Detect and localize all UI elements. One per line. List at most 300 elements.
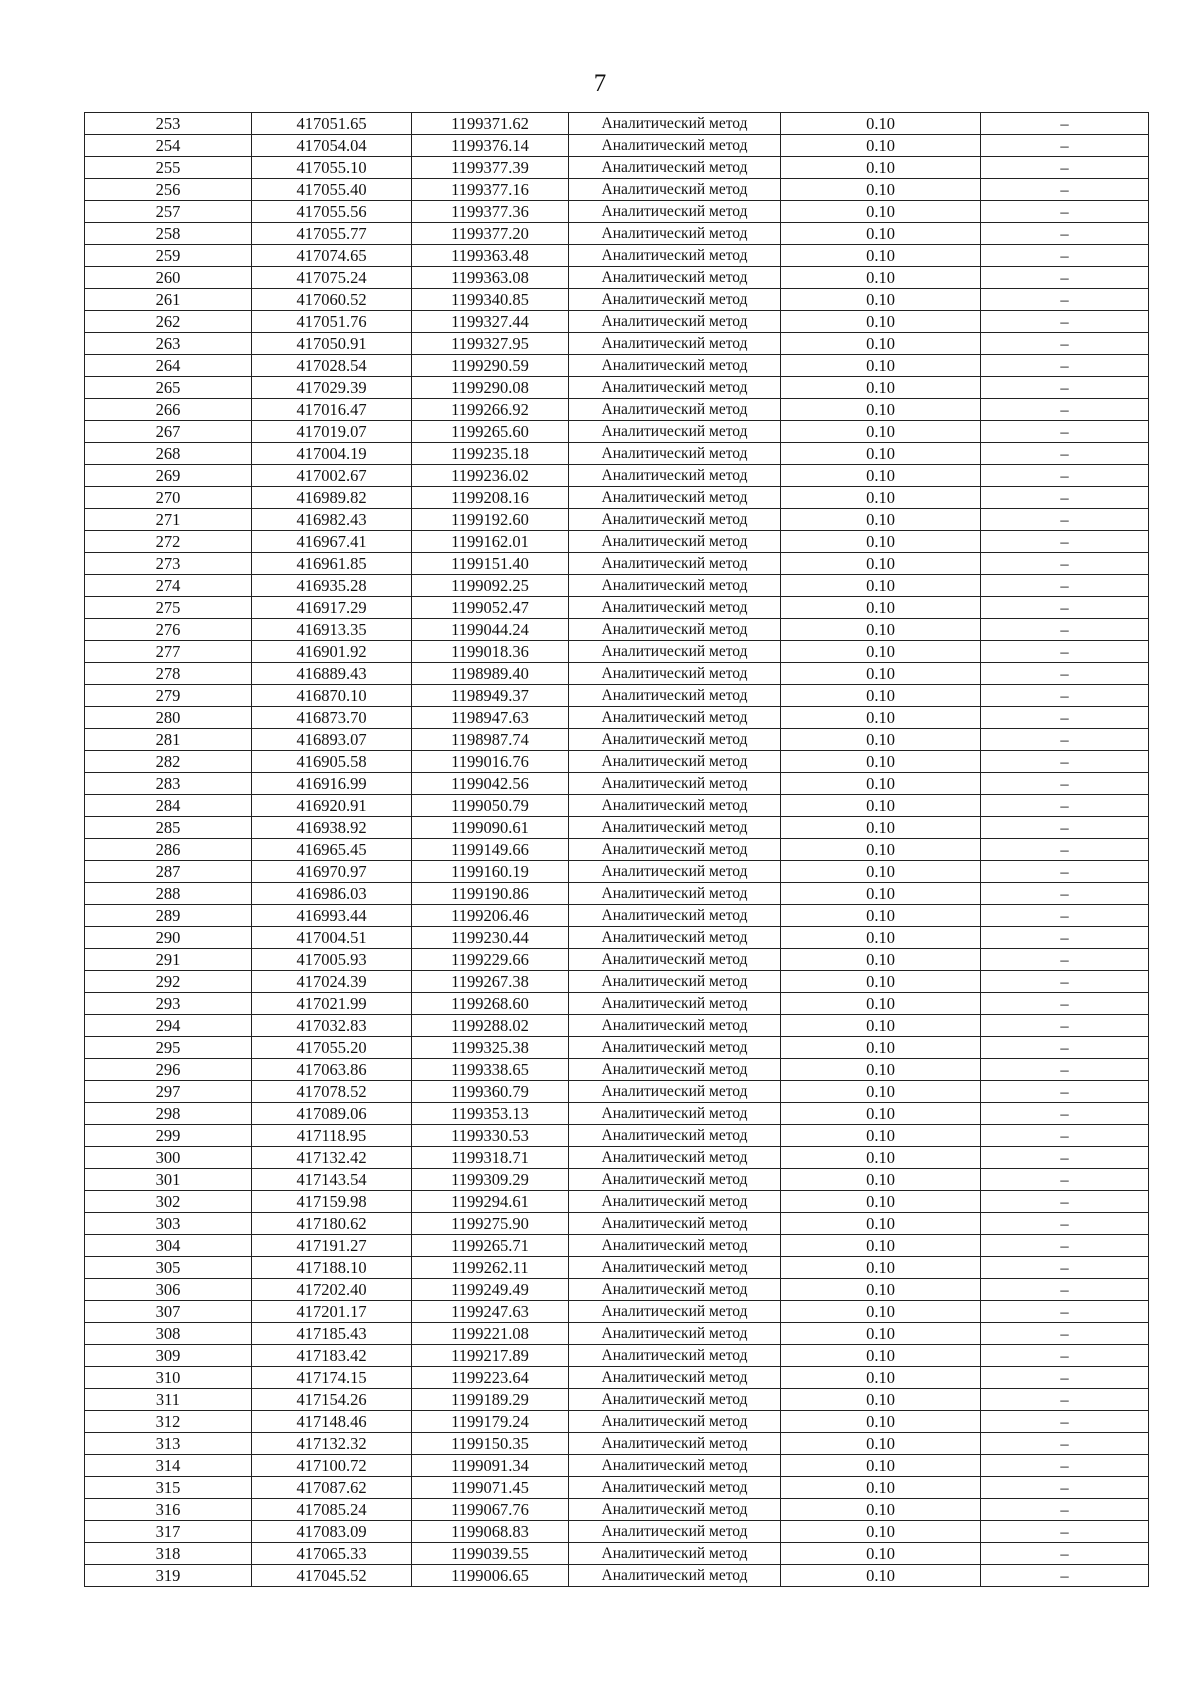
point-number-cell: 304 xyxy=(85,1235,252,1257)
method-cell: Аналитический метод xyxy=(569,355,781,377)
table-row xyxy=(85,597,1149,619)
table-row xyxy=(85,1169,1149,1191)
note-cell: – xyxy=(981,1037,1149,1059)
accuracy-cell: 0.10 xyxy=(781,1411,981,1433)
point-number-cell: 311 xyxy=(85,1389,252,1411)
y-coordinate-cell: 1199340.85 xyxy=(412,289,569,311)
y-coordinate-cell: 1199235.18 xyxy=(412,443,569,465)
y-coordinate-cell: 1199223.64 xyxy=(412,1367,569,1389)
x-coordinate-cell: 416917.29 xyxy=(252,597,412,619)
x-coordinate-cell: 417075.24 xyxy=(252,267,412,289)
y-coordinate-cell: 1199249.49 xyxy=(412,1279,569,1301)
y-coordinate-cell: 1199363.08 xyxy=(412,267,569,289)
method-cell: Аналитический метод xyxy=(569,1169,781,1191)
method-cell: Аналитический метод xyxy=(569,399,781,421)
accuracy-cell: 0.10 xyxy=(781,1367,981,1389)
point-number-cell: 290 xyxy=(85,927,252,949)
method-cell: Аналитический метод xyxy=(569,531,781,553)
point-number-cell: 314 xyxy=(85,1455,252,1477)
table-row xyxy=(85,267,1149,289)
accuracy-cell: 0.10 xyxy=(781,421,981,443)
table-row xyxy=(85,421,1149,443)
method-cell: Аналитический метод xyxy=(569,883,781,905)
y-coordinate-cell: 1199052.47 xyxy=(412,597,569,619)
note-cell: – xyxy=(981,861,1149,883)
accuracy-cell: 0.10 xyxy=(781,1015,981,1037)
y-coordinate-cell: 1199363.48 xyxy=(412,245,569,267)
point-number-cell: 289 xyxy=(85,905,252,927)
x-coordinate-cell: 417118.95 xyxy=(252,1125,412,1147)
method-cell: Аналитический метод xyxy=(569,1103,781,1125)
coordinates-table-body xyxy=(85,113,1149,1587)
note-cell: – xyxy=(981,113,1149,135)
x-coordinate-cell: 416916.99 xyxy=(252,773,412,795)
note-cell: – xyxy=(981,971,1149,993)
x-coordinate-cell: 417054.04 xyxy=(252,135,412,157)
y-coordinate-cell: 1199330.53 xyxy=(412,1125,569,1147)
x-coordinate-cell: 417074.65 xyxy=(252,245,412,267)
table-row xyxy=(85,971,1149,993)
y-coordinate-cell: 1199318.71 xyxy=(412,1147,569,1169)
note-cell: – xyxy=(981,1323,1149,1345)
note-cell: – xyxy=(981,1411,1149,1433)
table-row xyxy=(85,135,1149,157)
method-cell: Аналитический метод xyxy=(569,597,781,619)
x-coordinate-cell: 417021.99 xyxy=(252,993,412,1015)
note-cell: – xyxy=(981,245,1149,267)
note-cell: – xyxy=(981,905,1149,927)
point-number-cell: 291 xyxy=(85,949,252,971)
note-cell: – xyxy=(981,377,1149,399)
note-cell: – xyxy=(981,1103,1149,1125)
method-cell: Аналитический метод xyxy=(569,443,781,465)
y-coordinate-cell: 1199247.63 xyxy=(412,1301,569,1323)
accuracy-cell: 0.10 xyxy=(781,1455,981,1477)
y-coordinate-cell: 1199262.11 xyxy=(412,1257,569,1279)
note-cell: – xyxy=(981,707,1149,729)
method-cell: Аналитический метод xyxy=(569,487,781,509)
table-row xyxy=(85,1411,1149,1433)
y-coordinate-cell: 1199290.08 xyxy=(412,377,569,399)
accuracy-cell: 0.10 xyxy=(781,399,981,421)
note-cell: – xyxy=(981,1477,1149,1499)
point-number-cell: 308 xyxy=(85,1323,252,1345)
accuracy-cell: 0.10 xyxy=(781,575,981,597)
table-row xyxy=(85,1345,1149,1367)
y-coordinate-cell: 1199018.36 xyxy=(412,641,569,663)
x-coordinate-cell: 417132.32 xyxy=(252,1433,412,1455)
accuracy-cell: 0.10 xyxy=(781,1499,981,1521)
note-cell: – xyxy=(981,1191,1149,1213)
point-number-cell: 273 xyxy=(85,553,252,575)
y-coordinate-cell: 1198989.40 xyxy=(412,663,569,685)
method-cell: Аналитический метод xyxy=(569,971,781,993)
table-row xyxy=(85,773,1149,795)
point-number-cell: 274 xyxy=(85,575,252,597)
table-row xyxy=(85,443,1149,465)
x-coordinate-cell: 417028.54 xyxy=(252,355,412,377)
note-cell: – xyxy=(981,267,1149,289)
x-coordinate-cell: 416935.28 xyxy=(252,575,412,597)
note-cell: – xyxy=(981,795,1149,817)
y-coordinate-cell: 1199067.76 xyxy=(412,1499,569,1521)
table-row xyxy=(85,113,1149,135)
point-number-cell: 300 xyxy=(85,1147,252,1169)
accuracy-cell: 0.10 xyxy=(781,377,981,399)
point-number-cell: 262 xyxy=(85,311,252,333)
note-cell: – xyxy=(981,399,1149,421)
note-cell: – xyxy=(981,883,1149,905)
x-coordinate-cell: 416920.91 xyxy=(252,795,412,817)
accuracy-cell: 0.10 xyxy=(781,641,981,663)
point-number-cell: 263 xyxy=(85,333,252,355)
method-cell: Аналитический метод xyxy=(569,575,781,597)
table-row xyxy=(85,1103,1149,1125)
accuracy-cell: 0.10 xyxy=(781,839,981,861)
accuracy-cell: 0.10 xyxy=(781,1213,981,1235)
method-cell: Аналитический метод xyxy=(569,1015,781,1037)
point-number-cell: 271 xyxy=(85,509,252,531)
x-coordinate-cell: 417055.56 xyxy=(252,201,412,223)
table-row xyxy=(85,223,1149,245)
point-number-cell: 259 xyxy=(85,245,252,267)
y-coordinate-cell: 1199151.40 xyxy=(412,553,569,575)
table-row xyxy=(85,1543,1149,1565)
accuracy-cell: 0.10 xyxy=(781,729,981,751)
table-row xyxy=(85,1301,1149,1323)
y-coordinate-cell: 1199091.34 xyxy=(412,1455,569,1477)
accuracy-cell: 0.10 xyxy=(781,1147,981,1169)
note-cell: – xyxy=(981,553,1149,575)
method-cell: Аналитический метод xyxy=(569,1125,781,1147)
x-coordinate-cell: 417154.26 xyxy=(252,1389,412,1411)
x-coordinate-cell: 417143.54 xyxy=(252,1169,412,1191)
method-cell: Аналитический метод xyxy=(569,1235,781,1257)
x-coordinate-cell: 417055.10 xyxy=(252,157,412,179)
accuracy-cell: 0.10 xyxy=(781,223,981,245)
note-cell: – xyxy=(981,1169,1149,1191)
method-cell: Аналитический метод xyxy=(569,1191,781,1213)
accuracy-cell: 0.10 xyxy=(781,1235,981,1257)
y-coordinate-cell: 1199377.16 xyxy=(412,179,569,201)
accuracy-cell: 0.10 xyxy=(781,311,981,333)
note-cell: – xyxy=(981,1433,1149,1455)
y-coordinate-cell: 1199090.61 xyxy=(412,817,569,839)
y-coordinate-cell: 1199160.19 xyxy=(412,861,569,883)
x-coordinate-cell: 417055.40 xyxy=(252,179,412,201)
y-coordinate-cell: 1199290.59 xyxy=(412,355,569,377)
y-coordinate-cell: 1199288.02 xyxy=(412,1015,569,1037)
accuracy-cell: 0.10 xyxy=(781,201,981,223)
table-row xyxy=(85,531,1149,553)
x-coordinate-cell: 417016.47 xyxy=(252,399,412,421)
x-coordinate-cell: 417201.17 xyxy=(252,1301,412,1323)
table-row xyxy=(85,1565,1149,1587)
point-number-cell: 278 xyxy=(85,663,252,685)
point-number-cell: 257 xyxy=(85,201,252,223)
table-row xyxy=(85,1213,1149,1235)
method-cell: Аналитический метод xyxy=(569,1279,781,1301)
accuracy-cell: 0.10 xyxy=(781,553,981,575)
accuracy-cell: 0.10 xyxy=(781,1037,981,1059)
note-cell: – xyxy=(981,465,1149,487)
method-cell: Аналитический метод xyxy=(569,1301,781,1323)
method-cell: Аналитический метод xyxy=(569,1433,781,1455)
y-coordinate-cell: 1199016.76 xyxy=(412,751,569,773)
table-row xyxy=(85,1037,1149,1059)
method-cell: Аналитический метод xyxy=(569,1521,781,1543)
point-number-cell: 283 xyxy=(85,773,252,795)
y-coordinate-cell: 1199044.24 xyxy=(412,619,569,641)
point-number-cell: 268 xyxy=(85,443,252,465)
y-coordinate-cell: 1199360.79 xyxy=(412,1081,569,1103)
x-coordinate-cell: 417051.65 xyxy=(252,113,412,135)
table-row xyxy=(85,663,1149,685)
table-row xyxy=(85,289,1149,311)
note-cell: – xyxy=(981,1125,1149,1147)
table-row xyxy=(85,1125,1149,1147)
table-row xyxy=(85,707,1149,729)
note-cell: – xyxy=(981,157,1149,179)
accuracy-cell: 0.10 xyxy=(781,113,981,135)
x-coordinate-cell: 416938.92 xyxy=(252,817,412,839)
x-coordinate-cell: 417078.52 xyxy=(252,1081,412,1103)
accuracy-cell: 0.10 xyxy=(781,1125,981,1147)
method-cell: Аналитический метод xyxy=(569,1477,781,1499)
note-cell: – xyxy=(981,1015,1149,1037)
x-coordinate-cell: 417050.91 xyxy=(252,333,412,355)
y-coordinate-cell: 1199189.29 xyxy=(412,1389,569,1411)
accuracy-cell: 0.10 xyxy=(781,1345,981,1367)
table-row xyxy=(85,465,1149,487)
point-number-cell: 287 xyxy=(85,861,252,883)
accuracy-cell: 0.10 xyxy=(781,355,981,377)
note-cell: – xyxy=(981,1279,1149,1301)
method-cell: Аналитический метод xyxy=(569,685,781,707)
x-coordinate-cell: 417159.98 xyxy=(252,1191,412,1213)
note-cell: – xyxy=(981,135,1149,157)
note-cell: – xyxy=(981,817,1149,839)
x-coordinate-cell: 417087.62 xyxy=(252,1477,412,1499)
table-row xyxy=(85,1455,1149,1477)
accuracy-cell: 0.10 xyxy=(781,179,981,201)
note-cell: – xyxy=(981,1235,1149,1257)
method-cell: Аналитический метод xyxy=(569,707,781,729)
y-coordinate-cell: 1199068.83 xyxy=(412,1521,569,1543)
y-coordinate-cell: 1199377.36 xyxy=(412,201,569,223)
x-coordinate-cell: 416982.43 xyxy=(252,509,412,531)
note-cell: – xyxy=(981,1521,1149,1543)
method-cell: Аналитический метод xyxy=(569,289,781,311)
y-coordinate-cell: 1199325.38 xyxy=(412,1037,569,1059)
y-coordinate-cell: 1199327.95 xyxy=(412,333,569,355)
table-row xyxy=(85,157,1149,179)
accuracy-cell: 0.10 xyxy=(781,905,981,927)
y-coordinate-cell: 1199221.08 xyxy=(412,1323,569,1345)
y-coordinate-cell: 1199265.71 xyxy=(412,1235,569,1257)
accuracy-cell: 0.10 xyxy=(781,1301,981,1323)
y-coordinate-cell: 1199192.60 xyxy=(412,509,569,531)
point-number-cell: 306 xyxy=(85,1279,252,1301)
table-row xyxy=(85,1477,1149,1499)
table-row xyxy=(85,201,1149,223)
point-number-cell: 294 xyxy=(85,1015,252,1037)
method-cell: Аналитический метод xyxy=(569,1345,781,1367)
table-row xyxy=(85,839,1149,861)
accuracy-cell: 0.10 xyxy=(781,1477,981,1499)
accuracy-cell: 0.10 xyxy=(781,685,981,707)
method-cell: Аналитический метод xyxy=(569,179,781,201)
method-cell: Аналитический метод xyxy=(569,377,781,399)
accuracy-cell: 0.10 xyxy=(781,993,981,1015)
method-cell: Аналитический метод xyxy=(569,729,781,751)
table-row xyxy=(85,1367,1149,1389)
note-cell: – xyxy=(981,443,1149,465)
method-cell: Аналитический метод xyxy=(569,1565,781,1587)
table-row xyxy=(85,333,1149,355)
point-number-cell: 316 xyxy=(85,1499,252,1521)
method-cell: Аналитический метод xyxy=(569,1037,781,1059)
method-cell: Аналитический метод xyxy=(569,1367,781,1389)
point-number-cell: 298 xyxy=(85,1103,252,1125)
y-coordinate-cell: 1198987.74 xyxy=(412,729,569,751)
table-row xyxy=(85,817,1149,839)
table-row xyxy=(85,245,1149,267)
note-cell: – xyxy=(981,355,1149,377)
x-coordinate-cell: 417032.83 xyxy=(252,1015,412,1037)
note-cell: – xyxy=(981,531,1149,553)
point-number-cell: 275 xyxy=(85,597,252,619)
point-number-cell: 260 xyxy=(85,267,252,289)
note-cell: – xyxy=(981,685,1149,707)
y-coordinate-cell: 1199217.89 xyxy=(412,1345,569,1367)
table-row xyxy=(85,509,1149,531)
accuracy-cell: 0.10 xyxy=(781,1433,981,1455)
method-cell: Аналитический метод xyxy=(569,993,781,1015)
x-coordinate-cell: 416965.45 xyxy=(252,839,412,861)
y-coordinate-cell: 1198947.63 xyxy=(412,707,569,729)
point-number-cell: 264 xyxy=(85,355,252,377)
note-cell: – xyxy=(981,663,1149,685)
table-row xyxy=(85,1521,1149,1543)
method-cell: Аналитический метод xyxy=(569,619,781,641)
x-coordinate-cell: 417083.09 xyxy=(252,1521,412,1543)
accuracy-cell: 0.10 xyxy=(781,1521,981,1543)
accuracy-cell: 0.10 xyxy=(781,795,981,817)
method-cell: Аналитический метод xyxy=(569,553,781,575)
accuracy-cell: 0.10 xyxy=(781,1081,981,1103)
point-number-cell: 307 xyxy=(85,1301,252,1323)
method-cell: Аналитический метод xyxy=(569,223,781,245)
y-coordinate-cell: 1199265.60 xyxy=(412,421,569,443)
method-cell: Аналитический метод xyxy=(569,927,781,949)
note-cell: – xyxy=(981,1543,1149,1565)
point-number-cell: 272 xyxy=(85,531,252,553)
accuracy-cell: 0.10 xyxy=(781,465,981,487)
method-cell: Аналитический метод xyxy=(569,113,781,135)
table-row xyxy=(85,311,1149,333)
method-cell: Аналитический метод xyxy=(569,421,781,443)
x-coordinate-cell: 416993.44 xyxy=(252,905,412,927)
note-cell: – xyxy=(981,773,1149,795)
accuracy-cell: 0.10 xyxy=(781,751,981,773)
accuracy-cell: 0.10 xyxy=(781,817,981,839)
x-coordinate-cell: 417004.19 xyxy=(252,443,412,465)
point-number-cell: 267 xyxy=(85,421,252,443)
point-number-cell: 302 xyxy=(85,1191,252,1213)
accuracy-cell: 0.10 xyxy=(781,1257,981,1279)
table-row xyxy=(85,1257,1149,1279)
coordinates-table xyxy=(84,112,1149,1587)
accuracy-cell: 0.10 xyxy=(781,1543,981,1565)
note-cell: – xyxy=(981,223,1149,245)
point-number-cell: 279 xyxy=(85,685,252,707)
method-cell: Аналитический метод xyxy=(569,839,781,861)
x-coordinate-cell: 417004.51 xyxy=(252,927,412,949)
y-coordinate-cell: 1199229.66 xyxy=(412,949,569,971)
accuracy-cell: 0.10 xyxy=(781,1169,981,1191)
x-coordinate-cell: 417051.76 xyxy=(252,311,412,333)
x-coordinate-cell: 417002.67 xyxy=(252,465,412,487)
x-coordinate-cell: 417045.52 xyxy=(252,1565,412,1587)
table-row xyxy=(85,795,1149,817)
y-coordinate-cell: 1199377.39 xyxy=(412,157,569,179)
x-coordinate-cell: 416970.97 xyxy=(252,861,412,883)
x-coordinate-cell: 417183.42 xyxy=(252,1345,412,1367)
y-coordinate-cell: 1199071.45 xyxy=(412,1477,569,1499)
method-cell: Аналитический метод xyxy=(569,861,781,883)
x-coordinate-cell: 416967.41 xyxy=(252,531,412,553)
accuracy-cell: 0.10 xyxy=(781,597,981,619)
method-cell: Аналитический метод xyxy=(569,1411,781,1433)
y-coordinate-cell: 1199208.16 xyxy=(412,487,569,509)
x-coordinate-cell: 417085.24 xyxy=(252,1499,412,1521)
note-cell: – xyxy=(981,839,1149,861)
x-coordinate-cell: 417202.40 xyxy=(252,1279,412,1301)
x-coordinate-cell: 417060.52 xyxy=(252,289,412,311)
x-coordinate-cell: 417191.27 xyxy=(252,1235,412,1257)
accuracy-cell: 0.10 xyxy=(781,773,981,795)
accuracy-cell: 0.10 xyxy=(781,1191,981,1213)
x-coordinate-cell: 417055.77 xyxy=(252,223,412,245)
y-coordinate-cell: 1199230.44 xyxy=(412,927,569,949)
point-number-cell: 296 xyxy=(85,1059,252,1081)
point-number-cell: 286 xyxy=(85,839,252,861)
table-row xyxy=(85,685,1149,707)
method-cell: Аналитический метод xyxy=(569,1147,781,1169)
point-number-cell: 293 xyxy=(85,993,252,1015)
note-cell: – xyxy=(981,1499,1149,1521)
method-cell: Аналитический метод xyxy=(569,1059,781,1081)
point-number-cell: 253 xyxy=(85,113,252,135)
table-row xyxy=(85,729,1149,751)
table-row xyxy=(85,1499,1149,1521)
point-number-cell: 318 xyxy=(85,1543,252,1565)
x-coordinate-cell: 417005.93 xyxy=(252,949,412,971)
accuracy-cell: 0.10 xyxy=(781,949,981,971)
point-number-cell: 280 xyxy=(85,707,252,729)
method-cell: Аналитический метод xyxy=(569,949,781,971)
accuracy-cell: 0.10 xyxy=(781,443,981,465)
x-coordinate-cell: 417132.42 xyxy=(252,1147,412,1169)
note-cell: – xyxy=(981,1565,1149,1587)
x-coordinate-cell: 416989.82 xyxy=(252,487,412,509)
table-row xyxy=(85,1081,1149,1103)
point-number-cell: 277 xyxy=(85,641,252,663)
x-coordinate-cell: 417063.86 xyxy=(252,1059,412,1081)
method-cell: Аналитический метод xyxy=(569,641,781,663)
point-number-cell: 256 xyxy=(85,179,252,201)
